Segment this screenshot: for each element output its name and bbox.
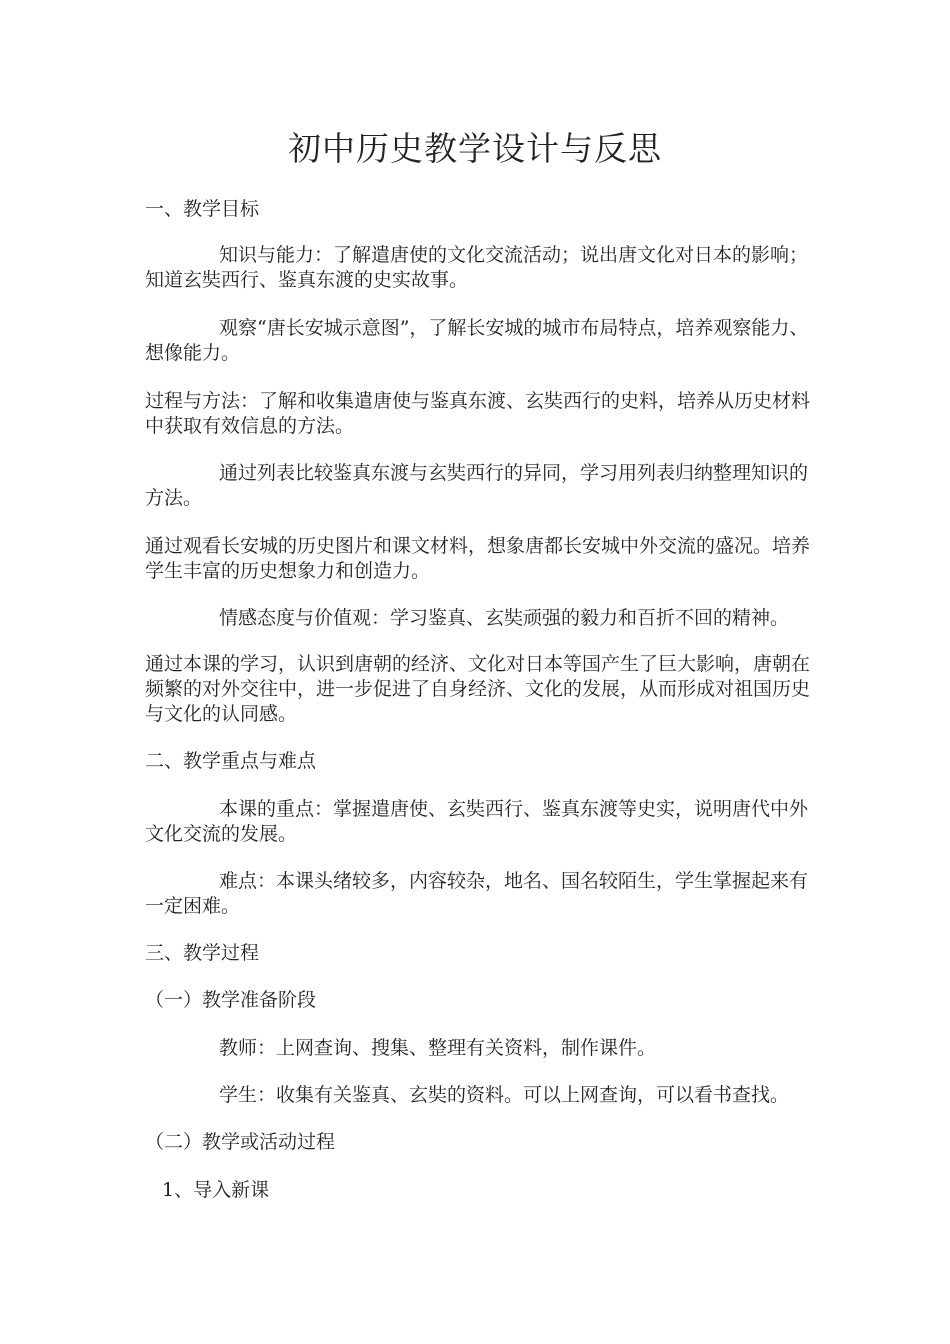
- paragraph-changan-images: 通过观看长安城的历史图片和课文材料，想象唐都长安城中外交流的盛况。培养学生丰富的历史想象力和创造力。: [145, 535, 811, 582]
- document-title: 初中历史教学设计与反思: [288, 129, 662, 168]
- section-heading-process: 三、教学过程: [145, 942, 260, 964]
- paragraph-teacher-prep: 教师：上网查询、搜集、整理有关资料，制作课件。: [219, 1037, 657, 1059]
- paragraph-difficulty: 难点：本课头绪较多，内容较杂，地名、国名较陌生，学生掌握起来有一定困难。: [145, 870, 809, 917]
- paragraph-knowledge-ability: 知识与能力：了解遣唐使的文化交流活动；说出唐文化对日本的影响；知道玄奘西行、鉴真东渡的史实故事。: [145, 244, 809, 291]
- subheading-preparation: （一）教学准备阶段: [145, 989, 317, 1011]
- paragraph-process-method: 过程与方法：了解和收集遣唐使与鉴真东渡、玄奘西行的史料，培养从历史材料中获取有效信息的方法。: [145, 390, 811, 437]
- paragraph-recognition: 通过本课的学习，认识到唐朝的经济、文化对日本等国产生了巨大影响，唐朝在频繁的对外交往中，进一步促进了自身经济、文化的发展，从而形成对祖国历史与文化的认同感。: [145, 653, 811, 725]
- paragraph-observe-map: 观察“唐长安城示意图”，了解长安城的城市布局特点，培养观察能力、想像能力。: [145, 317, 809, 364]
- list-item-introduction: 1、导入新课: [162, 1179, 270, 1201]
- paragraph-student-prep: 学生：收集有关鉴真、玄奘的资料。可以上网查询，可以看书查找。: [219, 1084, 790, 1106]
- section-heading-key-points: 二、教学重点与难点: [145, 750, 317, 772]
- paragraph-table-comparison: 通过列表比较鉴真东渡与玄奘西行的异同，学习用列表归纳整理知识的方法。: [145, 462, 809, 509]
- section-heading-objectives: 一、教学目标: [145, 198, 260, 220]
- paragraph-key-point: 本课的重点：掌握遣唐使、玄奘西行、鉴真东渡等史实，说明唐代中外文化交流的发展。: [145, 798, 809, 845]
- paragraph-emotion-values: 情感态度与价值观：学习鉴真、玄奘顽强的毅力和百折不回的精神。: [219, 607, 790, 629]
- subheading-activity: （二）教学或活动过程: [145, 1131, 336, 1153]
